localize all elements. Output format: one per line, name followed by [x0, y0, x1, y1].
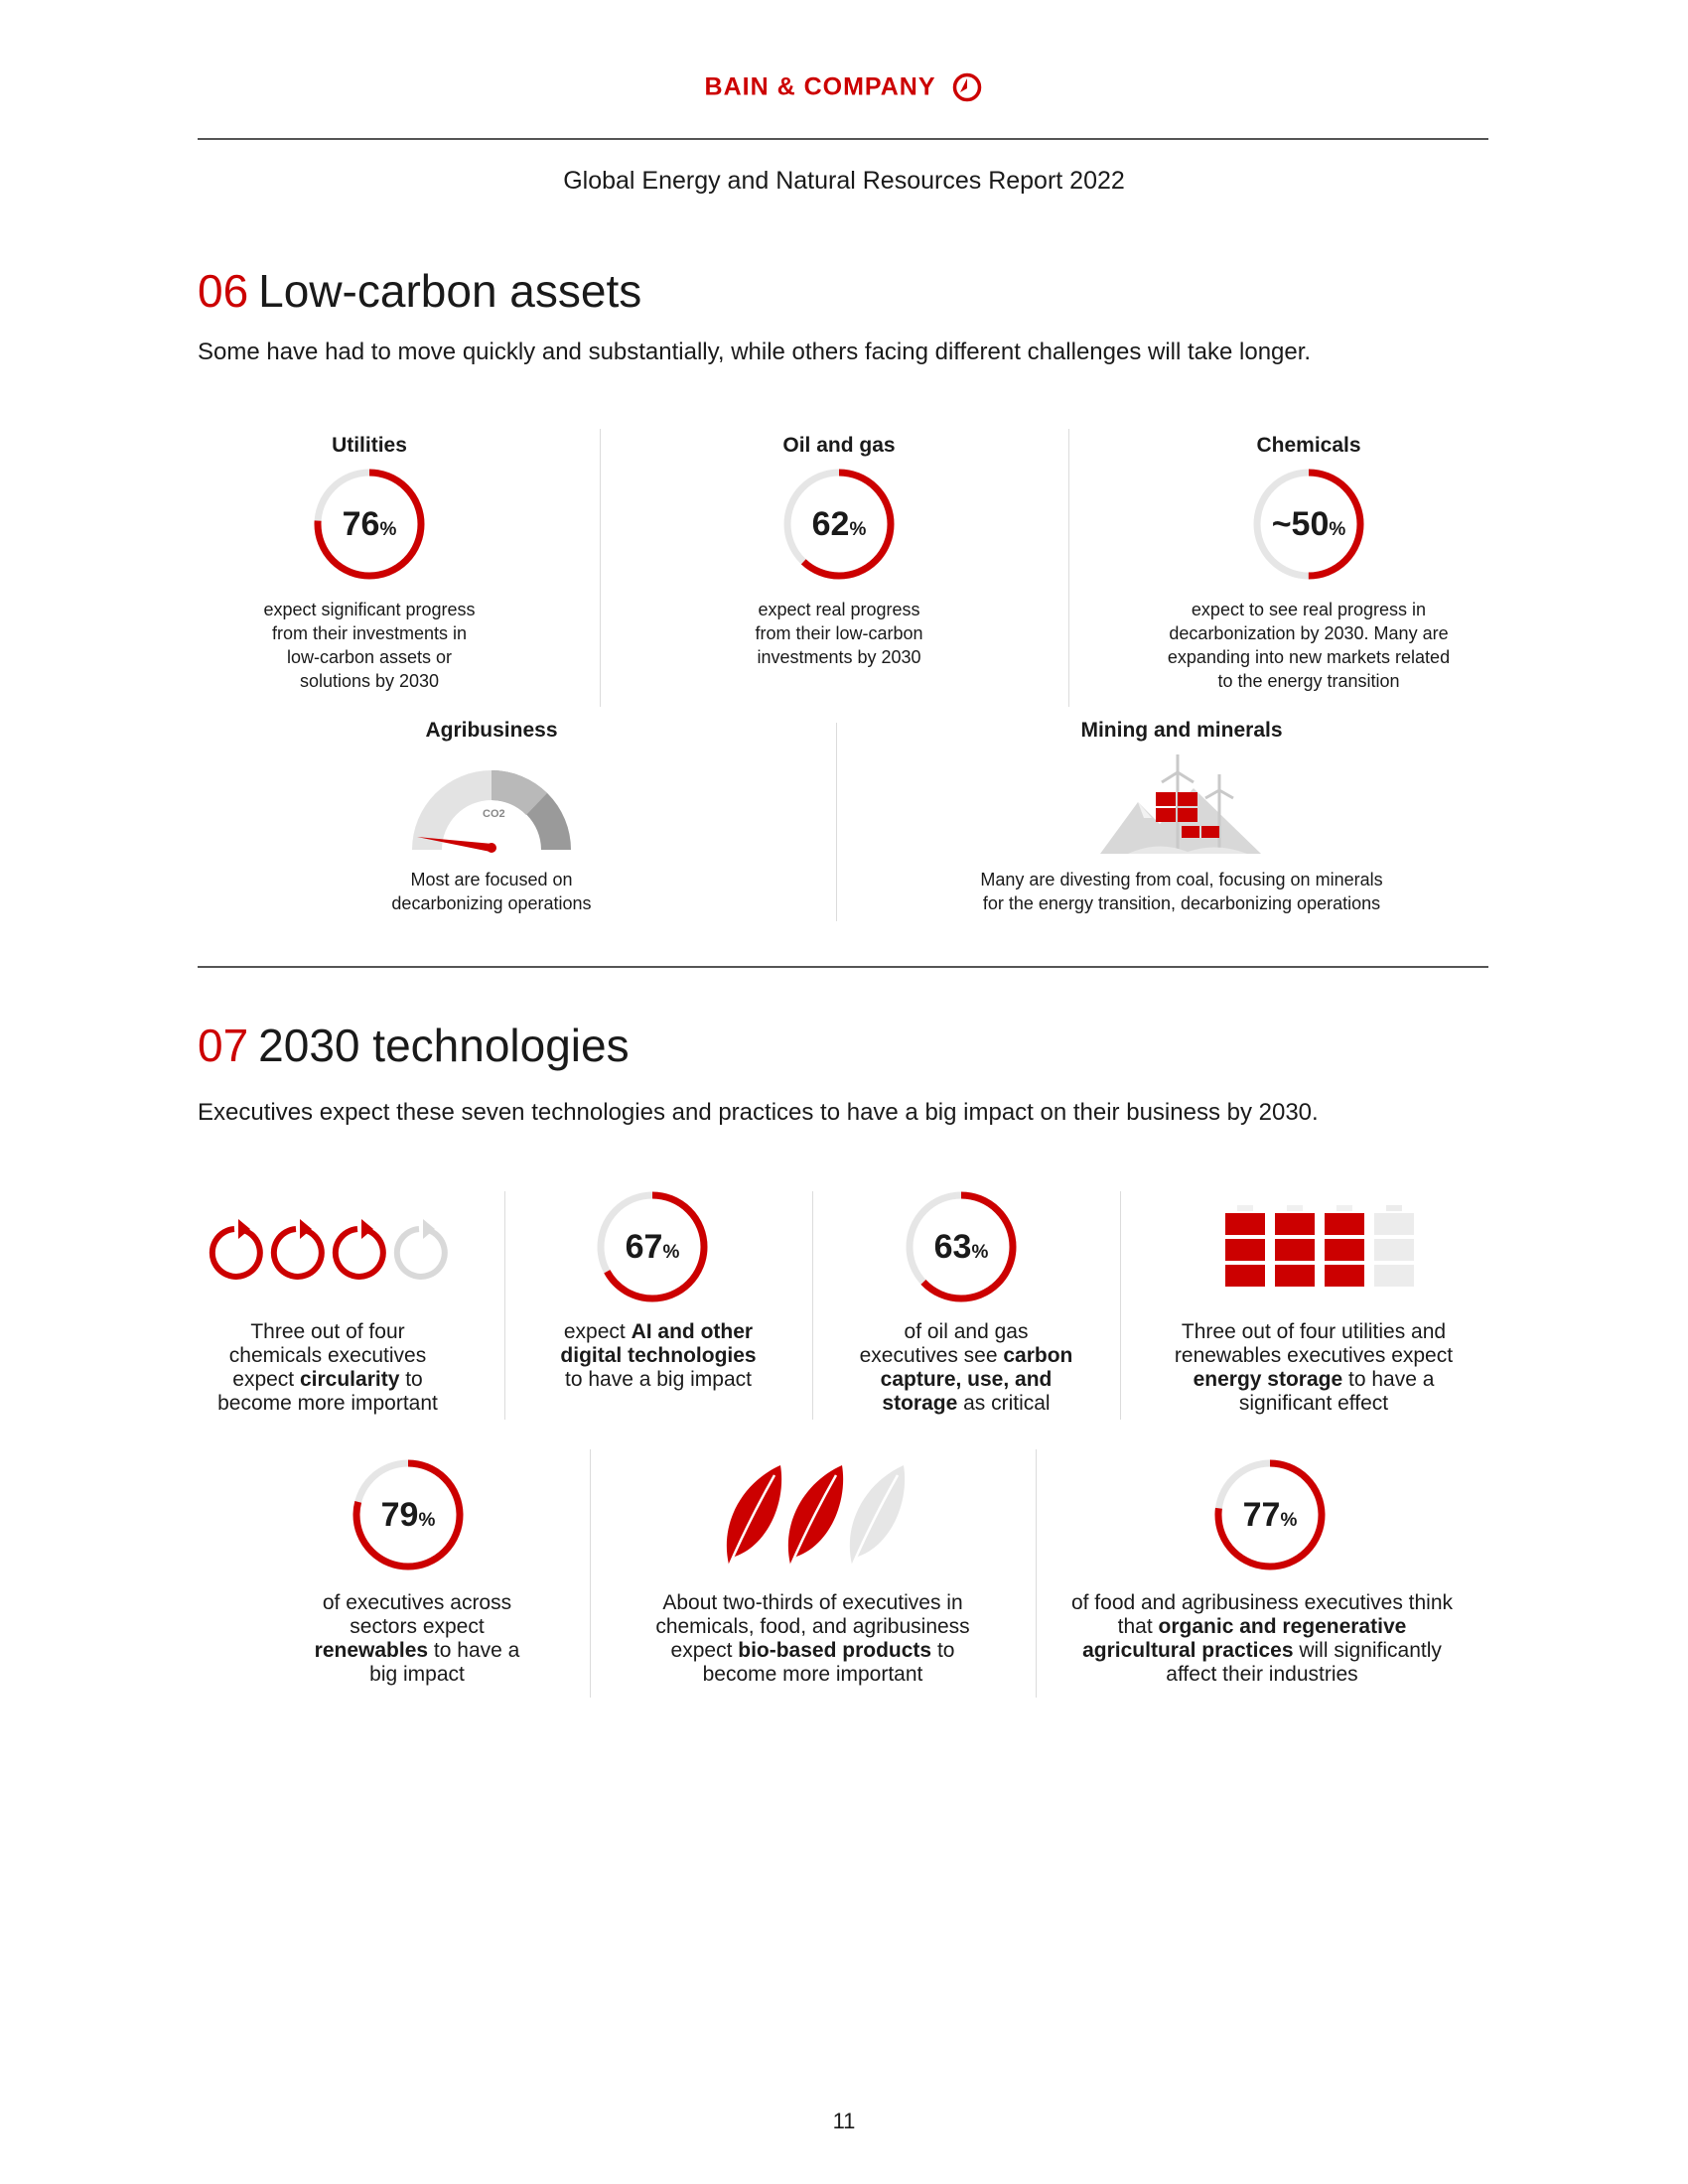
bio-description: About two-thirds of executives in chemicals, food, and agribusiness expect bio-based products to become more important: [655, 1591, 970, 1686]
circular-arrow-icon: [397, 1219, 445, 1277]
ccus-ring: [902, 1187, 1021, 1306]
ring-value: 62%: [811, 505, 867, 543]
renewables-description: of executives across sectors expect renewables to have a big impact: [314, 1591, 520, 1686]
column-divider: [836, 723, 837, 921]
sector-description: expect real progress from their low-carbon investments by 2030: [755, 600, 923, 667]
ai-description: expect AI and other digital technologies to have a big impact: [560, 1320, 757, 1391]
agribusiness-description: Most are focused on decarbonizing operations: [391, 870, 592, 913]
sector-label: Oil and gas: [782, 434, 896, 457]
battery-cell-icon: [1225, 1205, 1265, 1287]
sector-description: expect to see real progress in decarbonization by 2030. Many are expanding into new markets related to the energy transition: [1167, 600, 1451, 691]
storage-description: Three out of four utilities and renewables executives expect energy storage to have a significant effect: [1174, 1320, 1454, 1415]
leaf-shape-icon: [788, 1465, 843, 1567]
page-number: 11: [832, 2109, 856, 2133]
circular-arrow-icon: [336, 1219, 383, 1277]
report-title: Global Energy and Natural Resources Report 2022: [563, 167, 1125, 195]
renewables-ring: [349, 1455, 468, 1574]
circularity-description: Three out of four chemicals executives expect circularity to become more important: [217, 1320, 438, 1415]
header-rule: [198, 138, 1488, 140]
section-07-number: 07: [198, 1020, 249, 1071]
section-06-number: 06: [198, 265, 249, 317]
leaf-shape-icon: [850, 1465, 905, 1567]
sector-ring: [310, 465, 429, 584]
mining-label: Mining and minerals: [1080, 719, 1283, 742]
battery-cell-icon: [1374, 1205, 1414, 1287]
battery-cell-icon: [1325, 1205, 1364, 1287]
bain-logo-icon: [951, 71, 983, 103]
co2-text: CO2: [483, 808, 505, 820]
section-divider: [198, 966, 1488, 968]
column-divider: [600, 429, 601, 707]
battery-icon: [1223, 1203, 1422, 1293]
sector-label: Chemicals: [1256, 434, 1361, 457]
ring-value: 63%: [933, 1228, 989, 1266]
sector-ring: [1249, 465, 1368, 584]
organic-ring: [1210, 1455, 1330, 1574]
section-06-heading: Low-carbon assets: [258, 265, 642, 317]
column-divider: [1068, 429, 1069, 707]
mining-description: Many are divesting from coal, focusing on minerals for the energy transition, decarbonizing operations: [980, 870, 1383, 913]
section-07-subtitle: Executives expect these seven technologies and practices to have a big impact on their business by 2030.: [198, 1099, 1319, 1126]
section-07-title: [198, 1019, 630, 1072]
section-06-subtitle: Some have had to move quickly and substantially, while others facing different challenges will take longer.: [198, 339, 1312, 365]
bain-logo: [0, 71, 1688, 103]
ring-value: 76%: [342, 505, 397, 543]
sector-label: Utilities: [332, 434, 407, 457]
ring-value: 67%: [625, 1228, 680, 1266]
organic-description: of food and agribusiness executives think that organic and regenerative agricultural practices will significantly affect their industries: [1070, 1591, 1454, 1686]
sector-ring: [779, 465, 899, 584]
agribusiness-label: Agribusiness: [425, 719, 558, 742]
section-07-heading: 2030 technologies: [258, 1020, 630, 1071]
circular-arrow-icon: [274, 1219, 322, 1277]
circular-arrows-icon: [207, 1213, 455, 1283]
circular-arrow-icon: [212, 1219, 260, 1277]
battery-cell-icon: [1275, 1205, 1315, 1287]
sector-description: expect significant progress from their investments in low-carbon assets or solutions by 2030: [263, 600, 476, 691]
leaf-icon: [715, 1461, 914, 1570]
solar-wind-mountain-icon: [1098, 752, 1263, 856]
section-06-title: [198, 264, 641, 318]
logo-text: BAIN & COMPANY: [704, 72, 936, 101]
leaf-shape-icon: [727, 1465, 781, 1567]
ring-value: ~50%: [1271, 505, 1346, 543]
ai-ring: [593, 1187, 712, 1306]
ring-value: 79%: [380, 1496, 436, 1534]
ring-value: 77%: [1242, 1496, 1298, 1534]
ccus-description: of oil and gas executives see carbon capture, use, and storage as critical: [859, 1320, 1073, 1415]
co2-gauge-icon: [407, 762, 576, 854]
